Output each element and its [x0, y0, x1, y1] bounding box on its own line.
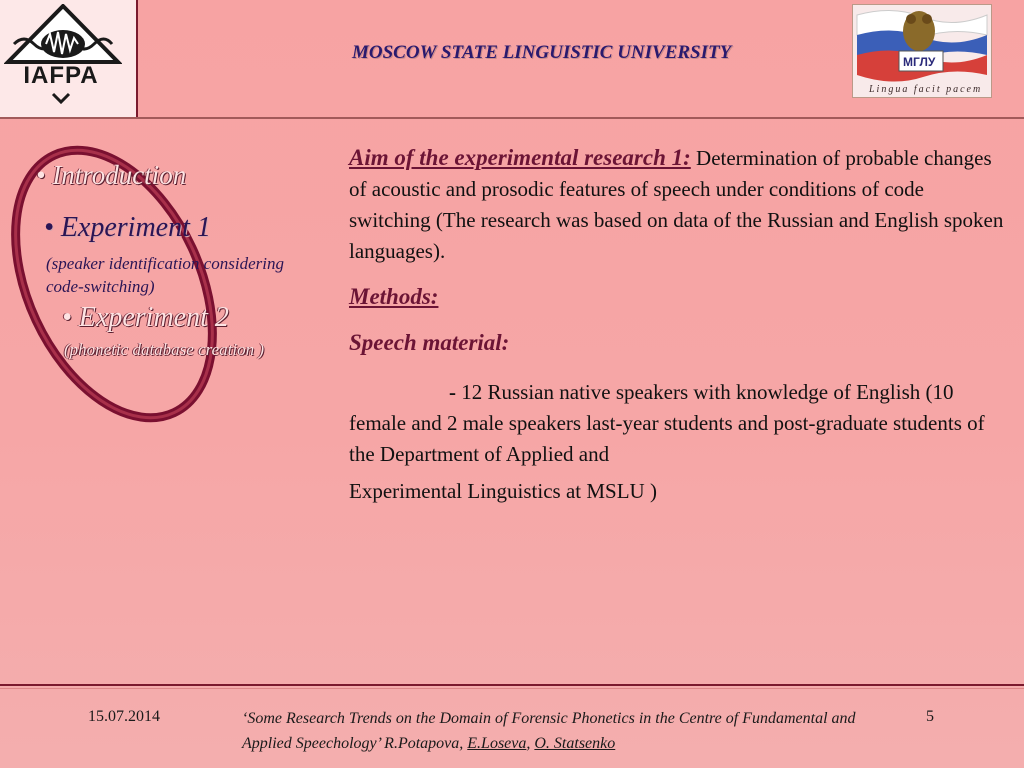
header-divider	[0, 117, 1024, 119]
footer-author-statsenko[interactable]: O. Statsenko	[534, 735, 616, 752]
speakers-last-line: Experimental Linguistics at MSLU )	[349, 479, 657, 503]
methods-heading: Methods:	[349, 284, 439, 309]
flag-emblem-icon	[853, 5, 989, 83]
speakers-text: 12 Russian native speakers with knowledge of English (10 female and 2 male speakers last-year students and post-graduate students of the Department of Applied and	[349, 380, 985, 466]
university-title: MOSCOW STATE LINGUISTIC UNIVERSITY	[352, 42, 732, 63]
footer-author-loseva[interactable]: E.Loseva	[467, 735, 527, 752]
iafpa-logo	[0, 0, 138, 119]
main-content	[349, 142, 1009, 507]
nav-experiment-1-subtitle: (speaker identification considering code-switching)	[46, 254, 284, 296]
aim-heading: Aim of the experimental research 1:	[349, 145, 691, 170]
nav-experiment-1[interactable]	[44, 212, 211, 244]
nav-experiment-1-bullet: •	[44, 212, 54, 243]
speakers-paragraph	[349, 377, 1009, 470]
iafpa-logo-text: IAFPA	[23, 62, 99, 89]
mslu-motto: Lingua facit pacem	[869, 84, 983, 95]
aim-paragraph	[349, 142, 1009, 267]
nav-experiment-2[interactable]: • Experiment 2	[62, 302, 229, 333]
speakers-dash: -	[449, 380, 456, 404]
page-number: 5	[926, 708, 934, 725]
footer-divider	[0, 684, 1024, 686]
footer-citation	[242, 706, 882, 756]
speech-material-heading: Speech material:	[349, 330, 510, 355]
nav-experiment-2-subtitle: (phonetic database creation )	[64, 340, 265, 359]
nav-introduction[interactable]: • Introduction	[36, 160, 187, 190]
footer-date: 15.07.2014	[88, 708, 160, 725]
mslu-logo-text: МГЛУ	[903, 55, 936, 69]
speech-paragraph	[349, 327, 1009, 359]
nav-experiment-1-label: Experiment 1	[53, 212, 211, 243]
iafpa-emblem-icon	[4, 4, 122, 68]
footer-divider-thin	[0, 688, 1024, 689]
aim-text: Determination of probable changes of acoustic and prosodic features of speech under conditions of code switching (The research was based on data of the Russian and English spoken languages).	[349, 146, 1004, 263]
footer-citation-text: ‘Some Research Trends on the Domain of Forensic Phonetics in the Centre of Fundamental and Applied Speechology’ R.Potapova,	[242, 710, 856, 752]
logo-down-arrow-icon	[51, 92, 71, 104]
mslu-logo	[852, 4, 992, 98]
methods-paragraph	[349, 281, 1009, 313]
footer-author-separator: ,	[526, 735, 535, 752]
